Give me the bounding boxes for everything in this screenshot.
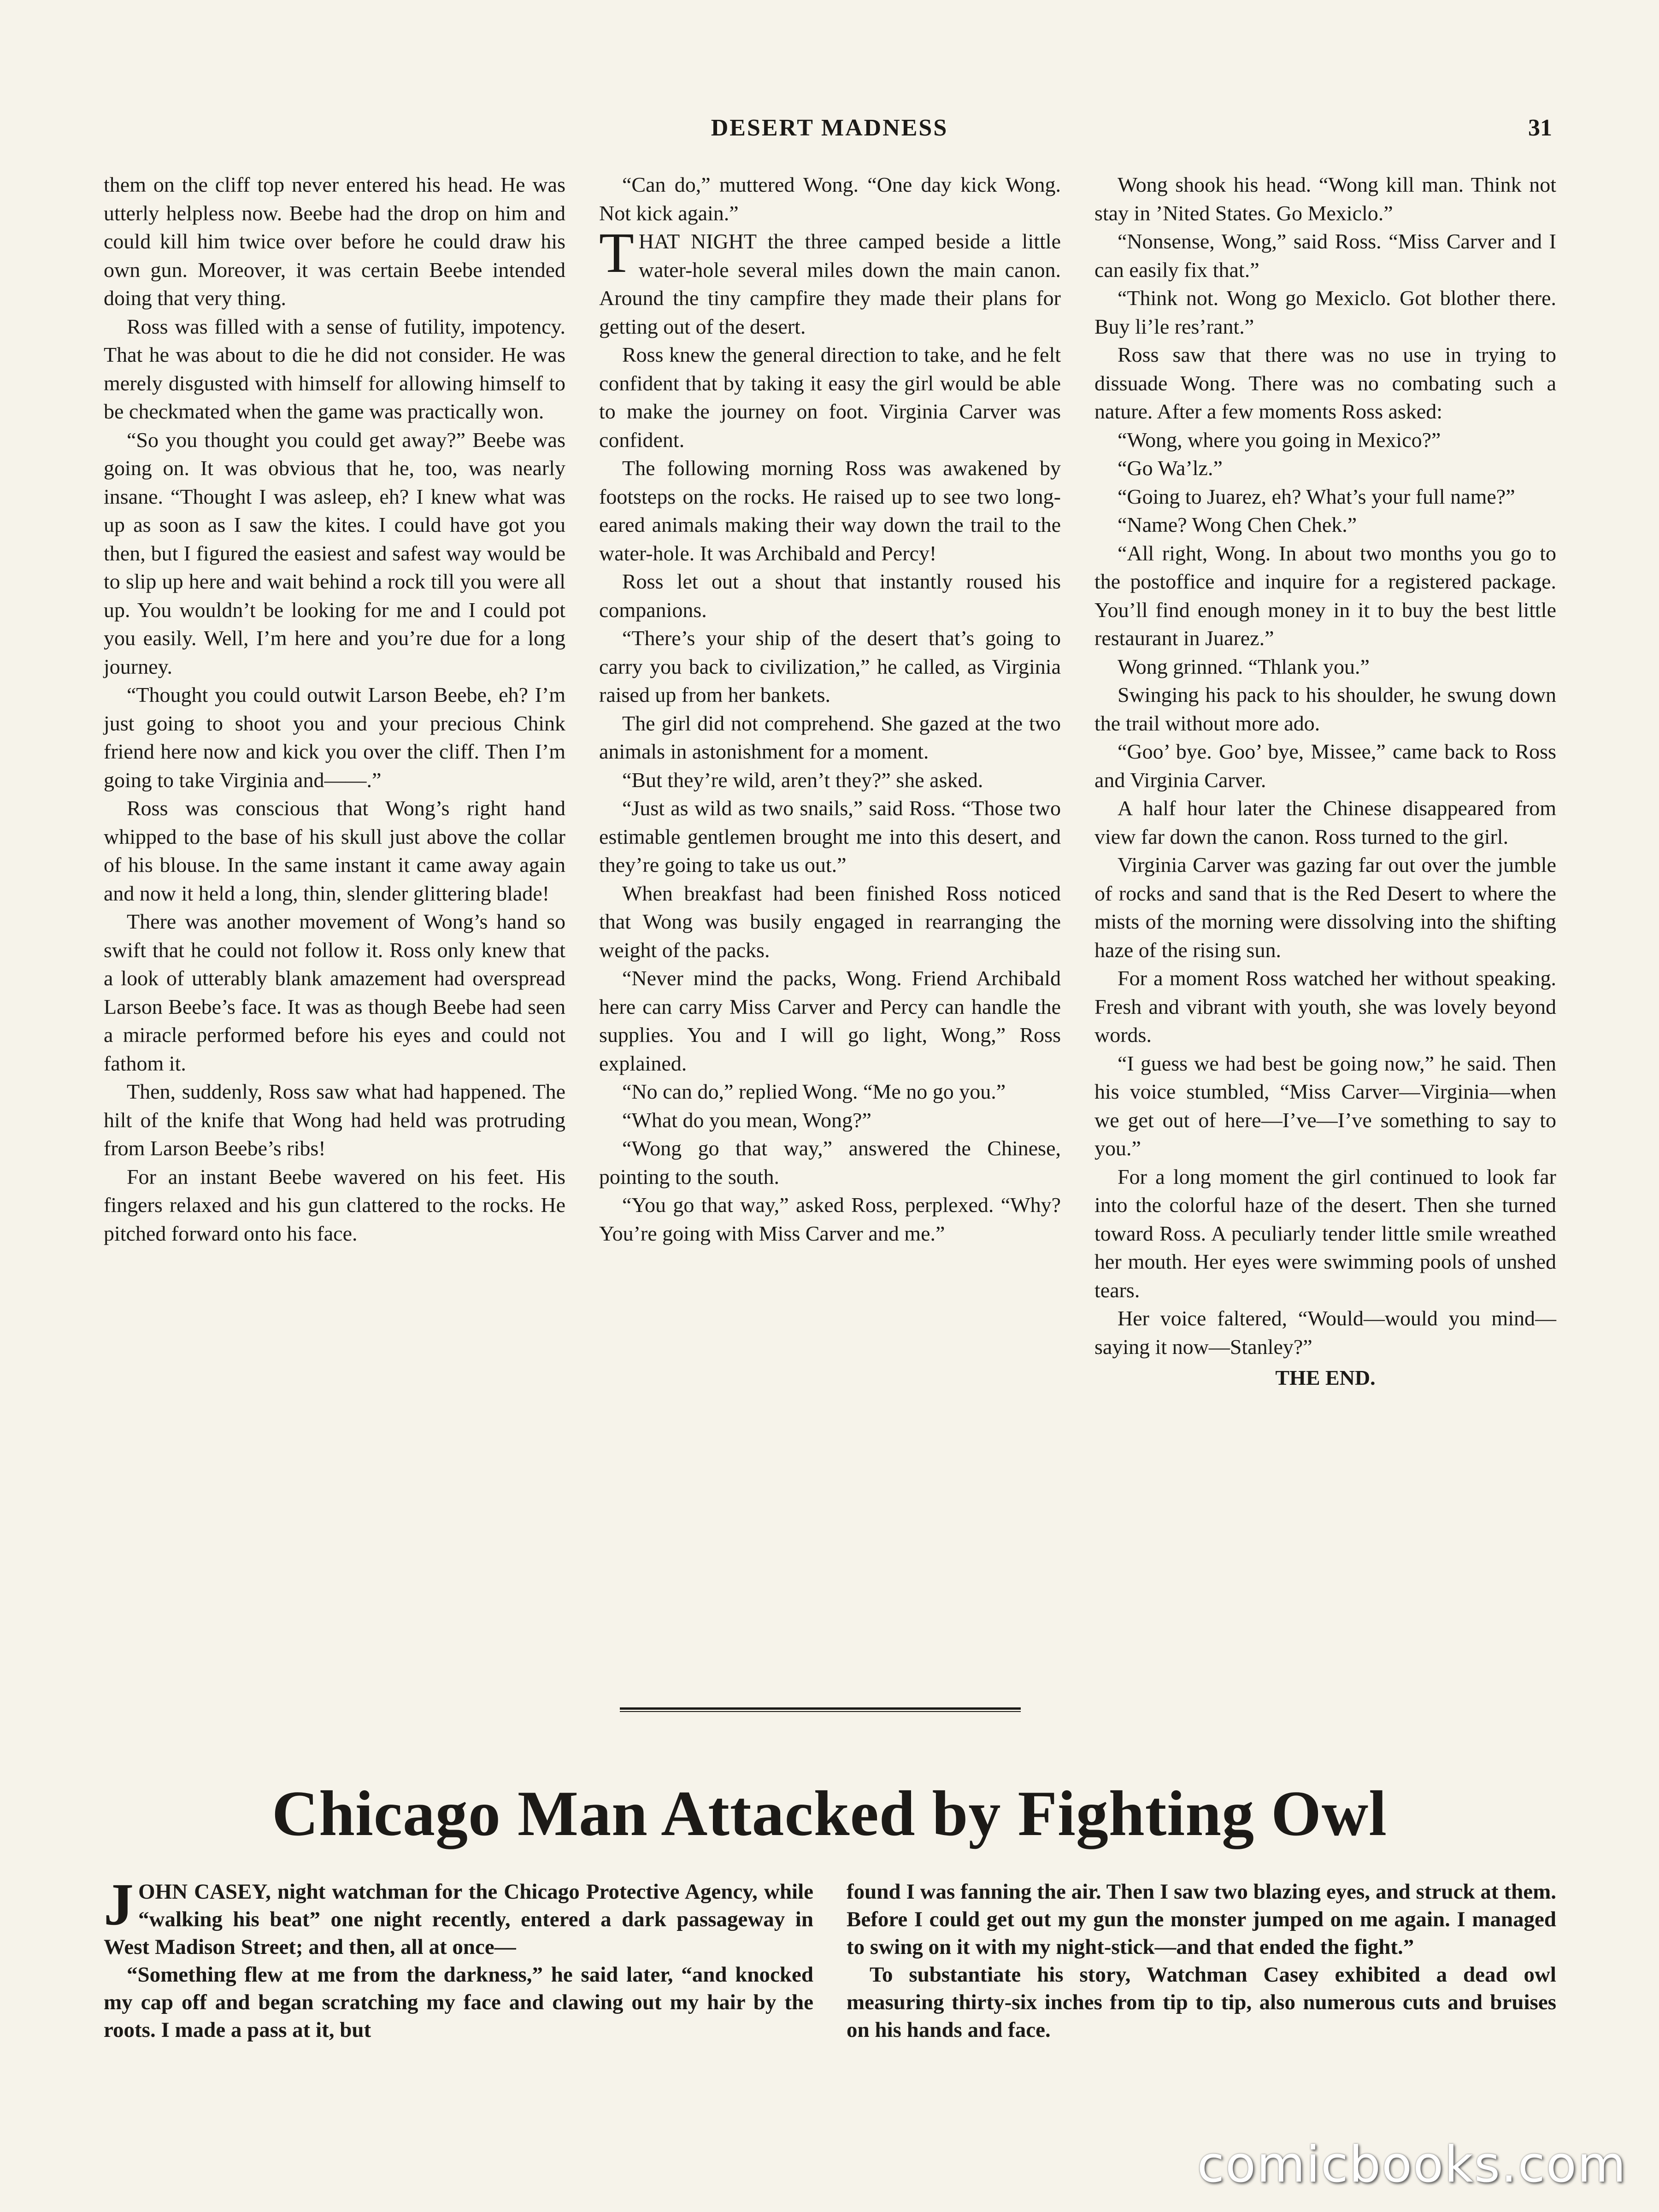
paragraph: “So you thought you could get away?” Beebe was going on. It was obvious that he, too, was nearly insane. “Thought I was asleep, eh? I knew what was up as soon as I saw the kites. I could have got you then, but I figured the easiest and safest way would be to slip up here and wait behind a rock till you were all up. You wouldn’t be looking for me and I could pot you easily. Well, I’m here and you’re due for a long journey.: [104, 428, 565, 678]
article-headline: Chicago Man Attacked by Fighting Owl: [271, 1778, 1388, 1849]
paragraph: “Going to Juarez, eh? What’s your full name?”: [1118, 484, 1515, 508]
paragraph: “Go Wa’lz.”: [1118, 456, 1223, 480]
paragraph: “Wong go that way,” answered the Chinese, pointing to the south.: [599, 1136, 1061, 1188]
paragraph: found I was fanning the air. Then I saw two blazing eyes, and struck at them. Before I could get out my gun the monster jumped on me again. I managed to swing on it with my night-stick—and that ended the fight.”: [847, 1880, 1556, 1959]
running-head: [0, 114, 1659, 147]
paragraph: Wong grinned. “Thlank you.”: [1118, 654, 1370, 678]
paragraph: Ross knew the general direction to take, and he felt confident that by taking it easy the girl would be able to make the journey on foot. Virginia Carver was confident.: [599, 343, 1061, 452]
story-column-3: [1094, 171, 1556, 1636]
story-body: [104, 171, 1556, 1636]
paragraph: To substantiate his story, Watchman Casey exhibited a dead owl measuring thirty-six inches from tip to tip, also numerous cuts and bruises on his hands and face.: [847, 1963, 1556, 2042]
paragraph: For a long moment the girl continued to look far into the colorful haze of the desert. Then she turned toward Ross. A peculiarly tender little smile wreathed her mouth. Her eyes were swimming pools of unshed tears.: [1094, 1165, 1556, 1302]
section-divider: [620, 1707, 1021, 1712]
paragraph: “You go that way,” asked Ross, perplexed. “Why? You’re going with Miss Carver and me.”: [599, 1193, 1061, 1245]
paragraph: “Can do,” muttered Wong. “One day kick Wong. Not kick again.”: [599, 173, 1061, 225]
paragraph: “All right, Wong. In about two months you go to the postoffice and inquire for a registered package. You’ll find enough money in it to buy the best little restaurant in Juarez.”: [1094, 541, 1556, 650]
paragraph: “Think not. Wong go Mexiclo. Got blother there. Buy li’le res’rant.”: [1094, 286, 1556, 338]
paragraph: Ross was filled with a sense of futility, impotency. That he was about to die he did not consider. He was merely disgusted with himself for allowing himself to be checkmated when the game was practically won.: [104, 314, 565, 423]
paragraph: “No can do,” replied Wong. “Me no go you.”: [622, 1080, 1006, 1103]
paragraph: “Thought you could outwit Larson Beebe, eh? I’m just going to shoot you and your precious Chink friend here now and kick you over the cliff. Then I’m going to take Virginia and——.”: [104, 683, 565, 792]
paragraph: Virginia Carver was gazing far out over the jumble of rocks and sand that is the Red Desert to where the mists of the morning were dissolving into the shifting haze of the rising sun.: [1094, 853, 1556, 962]
paragraph: them on the cliff top never entered his head. He was utterly helpless now. Beebe had the drop on him and could kill him twice over before he could draw his own gun. Moreover, it was certain Beebe intended doing that very thing.: [104, 173, 565, 310]
paragraph: Wong shook his head. “Wong kill man. Think not stay in ’Nited States. Go Mexiclo.”: [1094, 173, 1556, 225]
paragraph: Ross was conscious that Wong’s right hand whipped to the base of his skull just above the collar of his blouse. In the same instant it came away again and now it held a long, thin, slender glittering blade!: [104, 796, 565, 905]
paragraph: “Something flew at me from the darkness,” he said later, “and knocked my cap off and began scratching my face and clawing out my hair by the roots. I made a pass at it, but: [104, 1963, 813, 2042]
paragraph: “I guess we had best be going now,” he said. Then his voice stumbled, “Miss Carver—Virginia—when we get out of here—I’ve—I’ve something to say to you.”: [1094, 1051, 1556, 1160]
running-title: DESERT MADNESS: [711, 115, 948, 141]
end-mark: THE END.: [1275, 1366, 1376, 1389]
paragraph: “Wong, where you going in Mexico?”: [1118, 428, 1441, 452]
paragraph: “There’s your ship of the desert that’s going to carry you back to civilization,” he called, as Virginia raised up from her bankets.: [599, 626, 1061, 706]
paragraph: Her voice faltered, “Would—would you mind—saying it now—Stanley?”: [1094, 1306, 1556, 1359]
paragraph: “Name? Wong Chen Chek.”: [1118, 513, 1357, 536]
paragraph: When breakfast had been finished Ross noticed that Wong was busily engaged in rearranging the weight of the packs.: [599, 881, 1061, 962]
paragraph: “Nonsense, Wong,” said Ross. “Miss Carver and I can easily fix that.”: [1094, 229, 1556, 282]
paragraph: “Just as wild as two snails,” said Ross. “Those two estimable gentlemen brought me into this desert, and they’re going to take us out.”: [599, 796, 1061, 877]
paragraph: “Goo’ bye. Goo’ bye, Missee,” came back to Ross and Virginia Carver.: [1094, 740, 1556, 792]
article-body: [104, 1871, 1556, 2090]
story-column-1: [104, 171, 565, 1636]
paragraph: Ross saw that there was no use in trying to dissuade Wong. There was no combating such a nature. After a few moments Ross asked:: [1094, 343, 1556, 423]
paragraph: THAT NIGHT the three camped beside a little water-hole several miles down the main canon. Around the tiny campfire they made their plans for getting out of the desert.: [599, 221, 1061, 338]
story-column-2: [599, 171, 1061, 1636]
paragraph: For an instant Beebe wavered on his feet. His fingers relaxed and his gun clattered to the rocks. He pitched forward onto his face.: [104, 1165, 565, 1245]
article-column-1: [104, 1871, 813, 2090]
paragraph: For a moment Ross watched her without speaking. Fresh and vibrant with youth, she was lovely beyond words.: [1094, 966, 1556, 1047]
paragraph: “What do you mean, Wong?”: [622, 1108, 871, 1132]
paragraph: Swinging his pack to his shoulder, he swung down the trail without more ado.: [1094, 683, 1556, 735]
paragraph: JOHN CASEY, night watchman for the Chicago Protective Agency, while “walking his beat” one night recently, entered a dark passageway in West Madison Street; and then, all at once—: [104, 1871, 813, 1959]
paragraph: The following morning Ross was awakened by footsteps on the rocks. He raised up to see two long-eared animals making their way down the trail to the water-hole. It was Archibald and Percy!: [599, 456, 1061, 565]
page-number: 31: [1528, 115, 1552, 141]
paragraph: Then, suddenly, Ross saw what had happened. The hilt of the knife that Wong had held was protruding from Larson Beebe’s ribs!: [104, 1080, 565, 1160]
article-column-2: [847, 1878, 1556, 2090]
paragraph: The girl did not comprehend. She gazed at the two animals in astonishment for a moment.: [599, 711, 1061, 763]
watermark: comicbooks.com: [1197, 2136, 1627, 2194]
paragraph: “Never mind the packs, Wong. Friend Archibald here can carry Miss Carver and Percy can handle the supplies. You and I will go light, Wong,” Ross explained.: [599, 966, 1061, 1075]
paragraph: A half hour later the Chinese disappeared from view far down the canon. Ross turned to the girl.: [1094, 796, 1556, 848]
paragraph: “But they’re wild, aren’t they?” she asked.: [622, 768, 983, 792]
paragraph: There was another movement of Wong’s hand so swift that he could not follow it. Ross only knew that a look of utterably blank amazement had overspread Larson Beebe’s face. It was as though Beebe had seen a miracle performed before his eyes and could not fathom it.: [104, 910, 565, 1075]
paragraph: Ross let out a shout that instantly roused his companions.: [599, 570, 1061, 622]
